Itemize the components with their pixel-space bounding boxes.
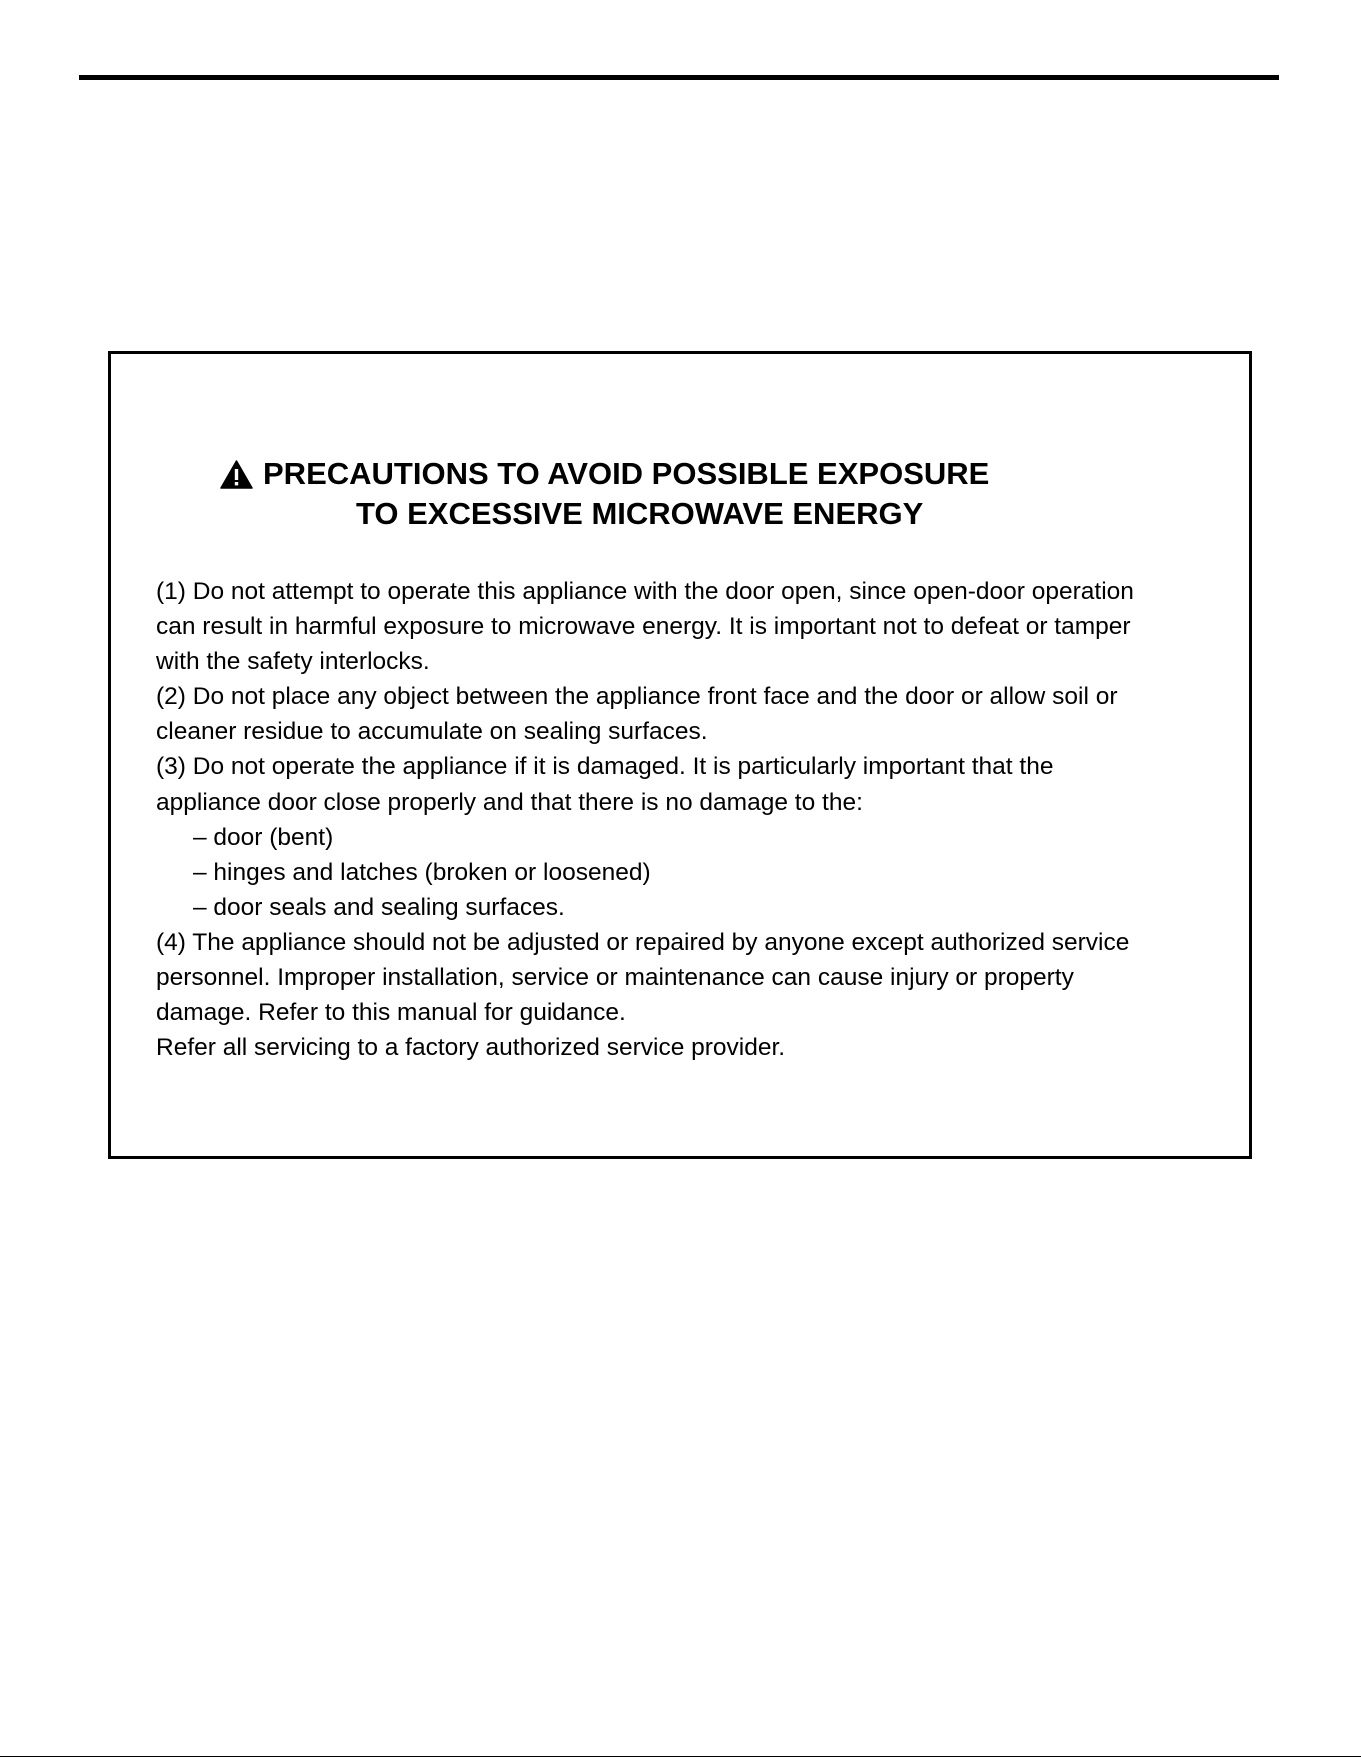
precaution-1-line-2: can result in harmful exposure to microwave energy. It is important not to defeat or tamper — [156, 613, 1131, 641]
closing-note: Refer all servicing to a factory authorized service provider. — [156, 1034, 786, 1062]
precaution-1-line-1: (1) Do not attempt to operate this appliance with the door open, since open-door operation — [156, 578, 1134, 605]
precaution-2-line-1: (2) Do not place any object between the appliance front face and the door or allow soil or — [156, 683, 1118, 711]
bottom-rule — [0, 1756, 1361, 1757]
precaution-3-line-1: (3) Do not operate the appliance if it is damaged. It is particularly important that the — [156, 753, 1054, 781]
precaution-2-line-2: cleaner residue to accumulate on sealing surfaces. — [156, 718, 708, 746]
warning-box — [108, 351, 1252, 1159]
precaution-1-line-3: with the safety interlocks. — [156, 648, 430, 676]
heading-line-2: TO EXCESSIVE MICROWAVE ENERGY — [356, 496, 924, 531]
top-rule — [79, 75, 1279, 80]
warning-triangle-icon — [220, 460, 253, 489]
precautions-text — [156, 574, 1236, 1065]
precaution-3-line-2: appliance door close properly and that there is no damage to the: — [156, 788, 863, 816]
heading-line-1-text: PRECAUTIONS TO AVOID POSSIBLE EXPOSURE — [263, 456, 990, 491]
precaution-4-line-3: damage. Refer to this manual for guidance. — [156, 999, 626, 1027]
precaution-4-line-2: personnel. Improper installation, service or maintenance can cause injury or property — [156, 964, 1074, 992]
damage-item-door: – door (bent) — [193, 823, 334, 851]
damage-item-seals: – door seals and sealing surfaces. — [193, 893, 565, 921]
damage-item-hinges: – hinges and latches (broken or loosened) — [193, 858, 651, 886]
heading-line-1 — [220, 454, 989, 494]
precaution-4-line-1: (4) The appliance should not be adjusted or repaired by anyone except authorized service — [156, 928, 1130, 956]
